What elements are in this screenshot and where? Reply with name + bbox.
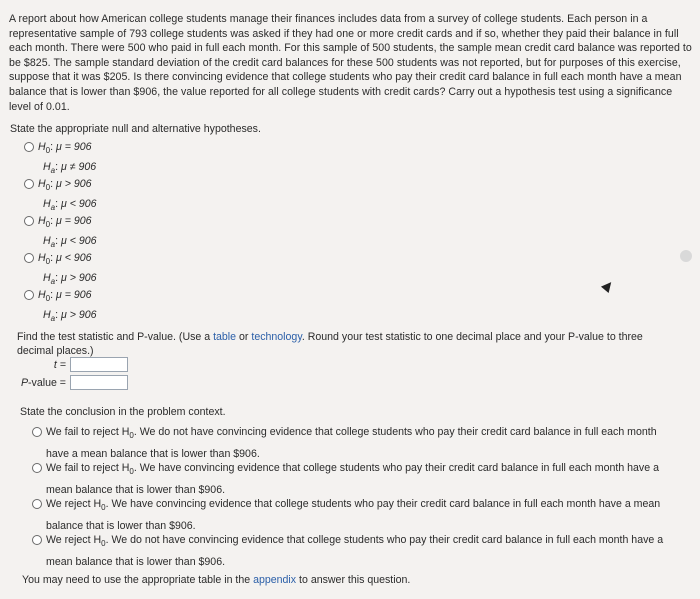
ha-text: μ ≠ 906	[61, 161, 97, 174]
conclusion-text: . We do not have convincing evidence that college students who pay their credit card balance in full each month have a mean balance that is lower than $906.	[46, 534, 664, 569]
radio-icon[interactable]	[32, 499, 42, 509]
p-value-input[interactable]	[70, 375, 128, 390]
table-link[interactable]: table	[213, 331, 237, 343]
conclusion-text: We fail to reject H	[46, 462, 130, 474]
radio-icon[interactable]	[24, 142, 34, 152]
prompt-text: . Round your test statistic to one decimal place and your P-value to three decimal places.)	[17, 331, 643, 357]
test-statistic-prompt	[17, 330, 677, 358]
problem-statement: A report about how American college students manage their finances includes data from a survey of college students. Each person in a representative sample of 793 college students was asked if they had one or more credit cards and if so, whether they paid their balance in full each month. There were 500 who paid in full each month. For this sample of 500 students, the sample mean credit card balance was reported to be $825. The sample standard deviation of the credit card balances for these 500 students was not reported, but for purposes of this exercise, suppose that it was $205. Is there convincing evidence that college students who pay their credit card balance in full each month have a mean balance that is lower than $906, the value reported for all college students with credit cards? Carry out a hypothesis test using a significance level of 0.01.	[9, 13, 692, 113]
h0-text: μ < 906	[56, 252, 92, 264]
radio-icon[interactable]	[32, 463, 42, 473]
radio-icon[interactable]	[24, 216, 34, 226]
h0-text: μ = 906	[56, 289, 92, 301]
hypothesis-option-5[interactable]: $H_0$: μ = 906 $H_a$: μ > 906	[24, 287, 97, 327]
p-value-label: P-value =	[20, 377, 66, 389]
technology-link[interactable]: technology	[251, 331, 302, 343]
radio-icon[interactable]	[24, 253, 34, 263]
conclusion-option-2[interactable]: We fail to reject $H_0$. We have convincing evidence that college students who pay their credit card balance in full each month have a mean balance that is lower than $906.	[32, 459, 682, 499]
t-label: t =	[53, 359, 66, 371]
hypothesis-option-4[interactable]: $H_0$: μ < 906 $H_a$: μ > 906	[24, 250, 97, 290]
radio-icon[interactable]	[32, 427, 42, 437]
conclusion-prompt: State the conclusion in the problem context.	[20, 406, 226, 418]
footer-text: to answer this question.	[296, 574, 411, 586]
footer-text: You may need to use the appropriate table in the	[22, 574, 254, 586]
conclusion-text: We reject H	[46, 534, 102, 546]
t-statistic-input[interactable]	[70, 357, 128, 372]
conclusion-text: . We have convincing evidence that college students who pay their credit card balance in full each month have a mean balance that is lower than $906.	[46, 498, 661, 533]
hypotheses-prompt: State the appropriate null and alternative hypotheses.	[10, 123, 261, 135]
hypothesis-option-2[interactable]: $H_0$: μ > 906 $H_a$: μ < 906	[24, 176, 97, 216]
hypothesis-option-3[interactable]: $H_0$: μ = 906 $H_a$: μ < 906	[24, 213, 97, 253]
conclusion-option-1[interactable]: We fail to reject $H_0$. We do not have convincing evidence that college students who pay their credit card balance in full each month have a mean balance that is lower than $906.	[32, 423, 682, 463]
footer-note	[22, 573, 410, 587]
h0-text: μ = 906	[56, 215, 92, 227]
conclusion-option-3[interactable]: We reject $H_0$. We have convincing evidence that college students who pay their credit card balance in full each month have a mean balance that is lower than $906.	[32, 495, 682, 535]
mouse-cursor-icon	[601, 279, 615, 293]
radio-icon[interactable]	[24, 290, 34, 300]
radio-icon[interactable]	[24, 179, 34, 189]
conclusion-text: We reject H	[46, 498, 102, 510]
conclusion-option-4[interactable]: We reject $H_0$. We do not have convincing evidence that college students who pay their credit card balance in full each month have a mean balance that is lower than $906.	[32, 531, 682, 571]
h0-text: μ > 906	[56, 178, 92, 190]
prompt-text: or	[236, 331, 252, 343]
ha-text: μ > 906	[61, 272, 97, 285]
conclusion-text: We fail to reject H	[46, 426, 130, 438]
ha-text: μ > 906	[61, 309, 97, 322]
prompt-text: Find the test statistic and P-value. (Use a	[17, 331, 214, 343]
hypothesis-option-1[interactable]: $H_0$: μ = 906 $H_a$: μ ≠ 906	[24, 139, 96, 179]
ha-text: μ < 906	[61, 198, 97, 211]
ha-text: μ < 906	[61, 235, 97, 248]
scroll-indicator	[680, 250, 692, 262]
conclusion-text: . We have convincing evidence that college students who pay their credit card balance in full each month have a mean balance that is lower than $906.	[46, 462, 659, 497]
h0-text: μ = 906	[56, 141, 92, 153]
radio-icon[interactable]	[32, 535, 42, 545]
conclusion-text: . We do not have convincing evidence that college students who pay their credit card balance in full each month have a mean balance that is lower than $906.	[46, 426, 657, 461]
appendix-link[interactable]: appendix	[253, 574, 297, 586]
